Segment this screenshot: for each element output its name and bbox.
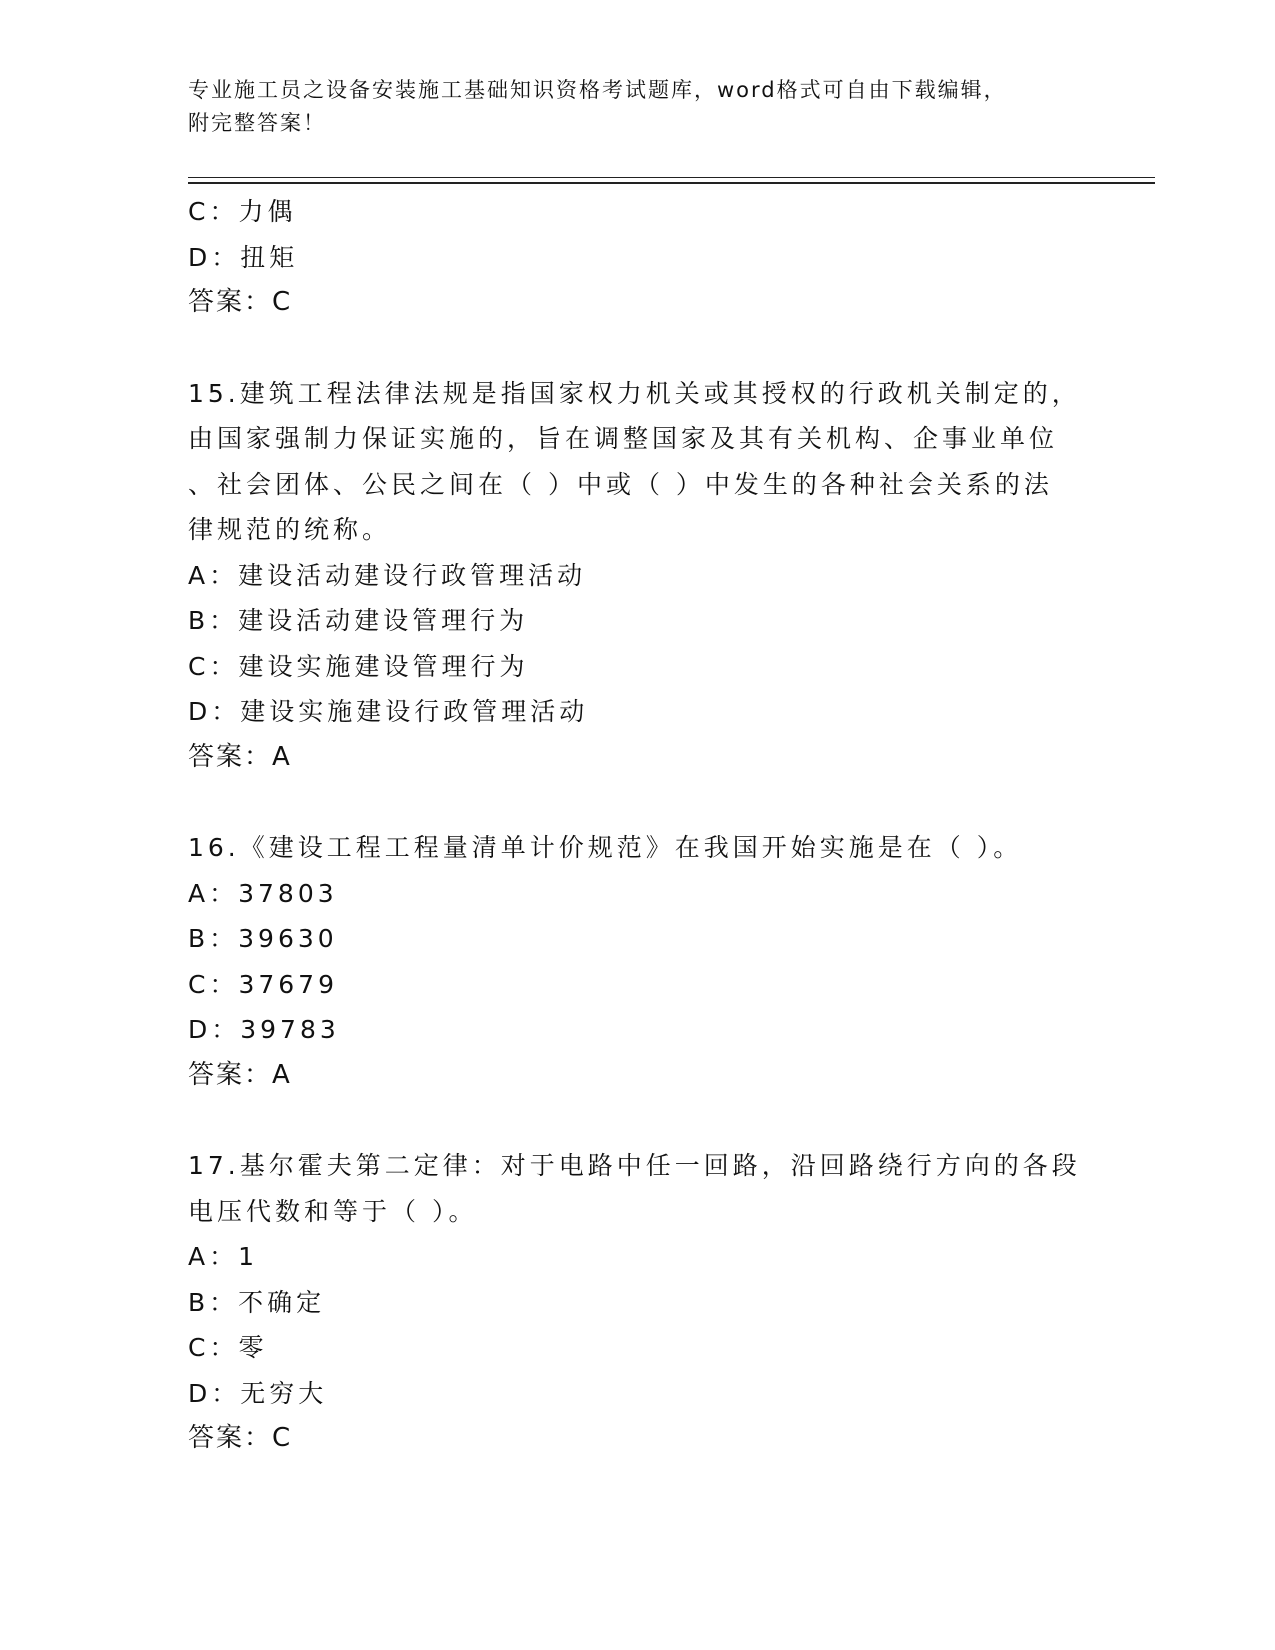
header-rule-thin (188, 177, 1155, 178)
header-line-2: 附完整答案！ (188, 111, 326, 135)
option-d: D：39783 (188, 1015, 340, 1044)
option-b: B：不确定 (188, 1287, 326, 1317)
question-content (188, 189, 1088, 1462)
question-15 (188, 371, 1088, 781)
option-d: D：无穷大 (188, 1378, 328, 1408)
option-d: D：扭矩 (188, 242, 299, 272)
option-c: C：零 (188, 1333, 268, 1362)
question-stem-line: 由国家强制力保证实施的，旨在调整国家及其有关机构、企事业单位 (188, 424, 1059, 453)
option-b: B：建设活动建设管理行为 (188, 606, 529, 635)
option-a: A：1 (188, 1242, 259, 1271)
header-line-1: 专业施工员之设备安装施工基础知识资格考试题库，word格式可自由下载编辑， (188, 78, 1007, 102)
answer-line: 答案：A (188, 1059, 292, 1090)
question-stem-line: 电压代数和等于（ ）。 (188, 1196, 478, 1226)
header-rule-thick (188, 182, 1155, 184)
question-16 (188, 825, 1088, 1098)
option-d: D：建设实施建设行政管理活动 (188, 697, 589, 726)
question-stem-line: 律规范的统称。 (188, 515, 392, 544)
spacer (188, 1098, 1088, 1143)
option-c: C：力偶 (188, 197, 297, 226)
question-17 (188, 1143, 1088, 1462)
option-a: A：37803 (188, 878, 338, 908)
spacer (188, 780, 1088, 825)
option-a: A：建设活动建设行政管理活动 (188, 560, 587, 590)
answer-line: 答案：C (188, 1423, 293, 1453)
option-c: C：建设实施建设管理行为 (188, 651, 529, 681)
previous-question-tail (188, 189, 1088, 326)
option-b: B：39630 (188, 924, 338, 953)
page-header (188, 74, 1068, 140)
question-stem-line: 17.基尔霍夫第二定律：对于电路中任一回路，沿回路绕行方向的各段 (188, 1151, 1081, 1180)
question-stem-line: 15.建筑工程法律法规是指国家权力机关或其授权的行政机关制定的， (188, 378, 1081, 408)
option-c: C：37679 (188, 969, 338, 999)
question-stem-line: 、社会团体、公民之间在（ ）中或（ ）中发生的各种社会关系的法 (188, 469, 1053, 499)
spacer (188, 326, 1088, 371)
answer-line: 答案：C (188, 287, 293, 317)
answer-line: 答案：A (188, 741, 292, 772)
question-stem-line: 16.《建设工程工程量清单计价规范》在我国开始实施是在（ ）。 (188, 833, 1023, 862)
